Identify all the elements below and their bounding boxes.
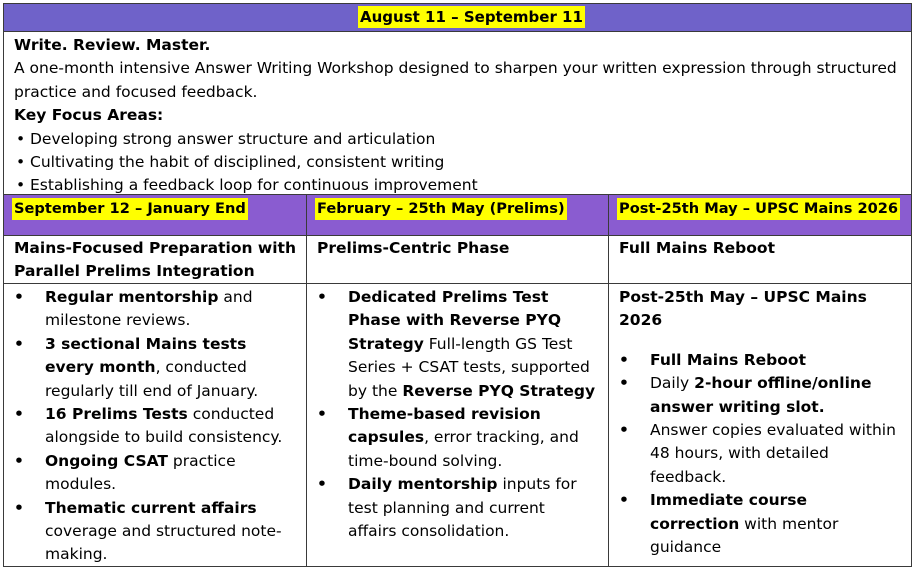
item-text: Full-length GS Test Series + CSAT tests, supported by the	[348, 334, 590, 400]
list-item	[317, 403, 598, 473]
item-text: and milestone reviews.	[45, 288, 253, 330]
focus-item: • Establishing a feedback loop for continuous improvement	[14, 174, 901, 197]
phase-body	[4, 284, 306, 566]
list-item	[14, 333, 296, 403]
item-bold: Thematic current affairs	[45, 498, 257, 517]
phase-title: Prelims-Centric Phase	[307, 235, 608, 284]
list-item	[317, 473, 598, 543]
phase-column-1	[4, 195, 307, 566]
workshop-intro	[4, 32, 911, 195]
item-bold: Full Mains Reboot	[650, 350, 806, 369]
focus-item: • Developing strong answer structure and articulation	[14, 128, 901, 151]
list-item	[317, 286, 598, 403]
workshop-description: A one-month intensive Answer Writing Workshop designed to sharpen your written expression through structured practice and focused feedback.	[14, 59, 897, 101]
item-bold: Dedicated Prelims Test Phase with Reverse PYQ Strategy	[348, 288, 562, 353]
item-bold: Daily mentorship	[348, 475, 498, 494]
item-bold: Ongoing CSAT	[45, 451, 168, 470]
phase-title: Full Mains Reboot	[609, 235, 911, 284]
focus-heading: Key Focus Areas:	[14, 106, 164, 125]
item-bold: 16 Prelims Tests	[45, 405, 188, 424]
item-text: practice modules.	[45, 451, 236, 494]
item-bold: 2-hour offline/online answer writing slot.	[650, 374, 872, 416]
list-item	[14, 497, 296, 567]
phase-period: February – 25th May (Prelims)	[315, 198, 567, 220]
focus-item: • Cultivating the habit of disciplined, consistent writing	[14, 151, 901, 174]
phase-period: Post-25th May – UPSC Mains 2026	[617, 198, 900, 220]
phase-title: Mains-Focused Preparation with Parallel Prelims Integration	[4, 235, 306, 284]
phase-header	[4, 195, 306, 236]
item-bold-2: Reverse PYQ Strategy	[402, 381, 596, 400]
item-bold: Immediate course correction	[650, 491, 808, 533]
phase-subhead: Post-25th May – UPSC Mains 2026	[619, 288, 867, 330]
list-item	[14, 403, 296, 450]
phase-list	[619, 349, 901, 560]
item-bold: Regular mentorship	[45, 288, 219, 306]
workshop-banner	[4, 4, 911, 32]
phase-header	[307, 195, 608, 236]
phase-period: September 12 – January End	[12, 198, 248, 220]
phase-body	[307, 284, 608, 566]
phase-list	[14, 286, 296, 567]
item-text: coverage and structured note-making.	[45, 522, 282, 564]
item-text: , error tracking, and time-bound solving.	[348, 428, 579, 470]
item-bold: 3 sectional Mains tests every month	[45, 334, 247, 377]
phase-list	[317, 286, 598, 543]
item-text: conducted alongside to build consistency.	[45, 405, 283, 447]
phase-columns	[4, 195, 911, 566]
list-item	[14, 286, 296, 333]
focus-list	[14, 128, 901, 198]
list-item	[619, 419, 901, 489]
item-text: , conducted regularly till end of January.	[45, 358, 259, 400]
workshop-dates: August 11 – September 11	[360, 8, 583, 26]
phase-header	[609, 195, 911, 236]
item-text: with mentor guidance	[650, 514, 839, 557]
tagline: Write. Review. Master.	[14, 36, 211, 54]
phase-column-2	[307, 195, 609, 566]
item-text: Answer copies evaluated within 48 hours, with detailed feedback.	[650, 421, 896, 486]
item-text: inputs for test planning and current affairs consolidation.	[348, 475, 577, 541]
list-item	[619, 349, 901, 372]
program-schedule-table	[3, 3, 912, 567]
list-item	[619, 372, 901, 419]
list-item	[14, 450, 296, 497]
item-pre: Daily	[650, 374, 695, 393]
phase-body	[609, 284, 911, 566]
phase-column-3	[609, 195, 911, 566]
item-bold: Theme-based revision capsules	[348, 405, 541, 447]
list-item	[619, 489, 901, 559]
